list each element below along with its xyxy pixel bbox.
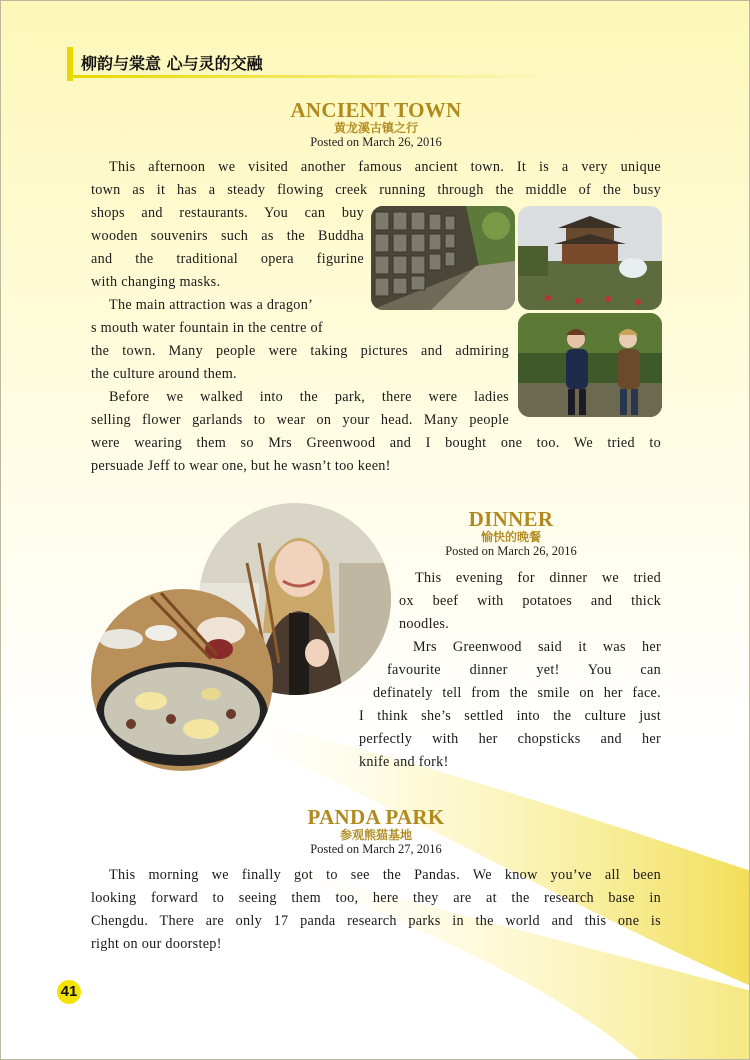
dinner-text-line: favourite dinner yet! You can — [387, 662, 661, 678]
ancient-town-posted-date: Posted on March 26, 2016 — [310, 135, 442, 149]
ancient-town-text-line: and the traditional opera figurine — [91, 251, 364, 267]
panda-park-text-line: right on our doorstep! — [91, 936, 222, 952]
ancient-town-text-line: The main attraction was a dragon’ — [109, 297, 314, 313]
dinner-posted-date: Posted on March 26, 2016 — [445, 544, 577, 558]
panda-park-text-line: looking forward to seeing them too, here they are at the research base in — [91, 890, 661, 906]
ancient-town-text-line: s mouth water fountain in the centre of — [91, 320, 323, 336]
photo-hot-pot — [91, 589, 273, 771]
ancient-town-text-line: This afternoon we visited another famous ancient town. It is a very unique — [109, 159, 661, 175]
panda-park-subtitle: 参观熊猫基地 — [339, 828, 412, 842]
dinner-text-line: definately tell from the smile on her face. — [373, 685, 661, 701]
ancient-town-text-line: town as it has a steady flowing creek running through the middle of the busy — [91, 182, 661, 198]
ancient-town-subtitle: 黄龙溪古镇之行 — [333, 121, 418, 135]
panda-park-text-line: Chengdu. There are only 17 panda research parks in the world and this one is — [91, 913, 661, 929]
ancient-town-text-line: selling flower garlands to wear on your head. Many people — [91, 412, 509, 428]
dinner-text-line: Mrs Greenwood said it was her — [413, 639, 661, 655]
ancient-town-text-line: wooden souvenirs such as the Buddha — [91, 228, 364, 244]
photo-stone-wall-alley — [371, 206, 515, 310]
dinner-text-line: knife and fork! — [359, 754, 449, 770]
dinner-text-line: ox beef with potatoes and thick — [399, 593, 661, 609]
panda-park-text-line: This morning we finally got to see the Pandas. We know you’ve all been — [109, 867, 661, 883]
ancient-town-text-line: persuade Jeff to wear one, but he wasn’t too keen! — [91, 458, 391, 474]
dinner-text-line: noodles. — [399, 616, 450, 632]
ancient-town-text-line: Before we walked into the park, there were ladies — [109, 389, 509, 405]
photo-pavilion-fountain — [518, 206, 662, 310]
ancient-town-title: ANCIENT TOWN — [290, 98, 462, 122]
dinner-title: DINNER — [468, 507, 554, 531]
dinner-text-line: perfectly with her chopsticks and her — [359, 731, 661, 747]
page-number: 41 — [57, 980, 81, 1004]
dinner-subtitle: 愉快的晚餐 — [480, 530, 541, 544]
ancient-town-text-line: with changing masks. — [91, 274, 221, 290]
photo-women-garlands — [518, 313, 662, 417]
dinner-text-line: I think she’s settled into the culture just — [359, 708, 661, 724]
page-header-title: 柳韵与棠意 心与灵的交融 — [81, 54, 263, 73]
dinner-text-line: This evening for dinner we tried — [415, 570, 661, 586]
ancient-town-text-line: shops and restaurants. You can buy — [91, 205, 364, 221]
header-underline — [73, 75, 553, 78]
panda-park-title: PANDA PARK — [307, 805, 445, 829]
panda-park-posted-date: Posted on March 27, 2016 — [310, 842, 442, 856]
ancient-town-text-line: were wearing them so Mrs Greenwood and I bought one too. We tried to — [91, 435, 661, 451]
ancient-town-text-line: the culture around them. — [91, 366, 237, 382]
ancient-town-text-line: the town. Many people were taking pictures and admiring — [91, 343, 509, 359]
